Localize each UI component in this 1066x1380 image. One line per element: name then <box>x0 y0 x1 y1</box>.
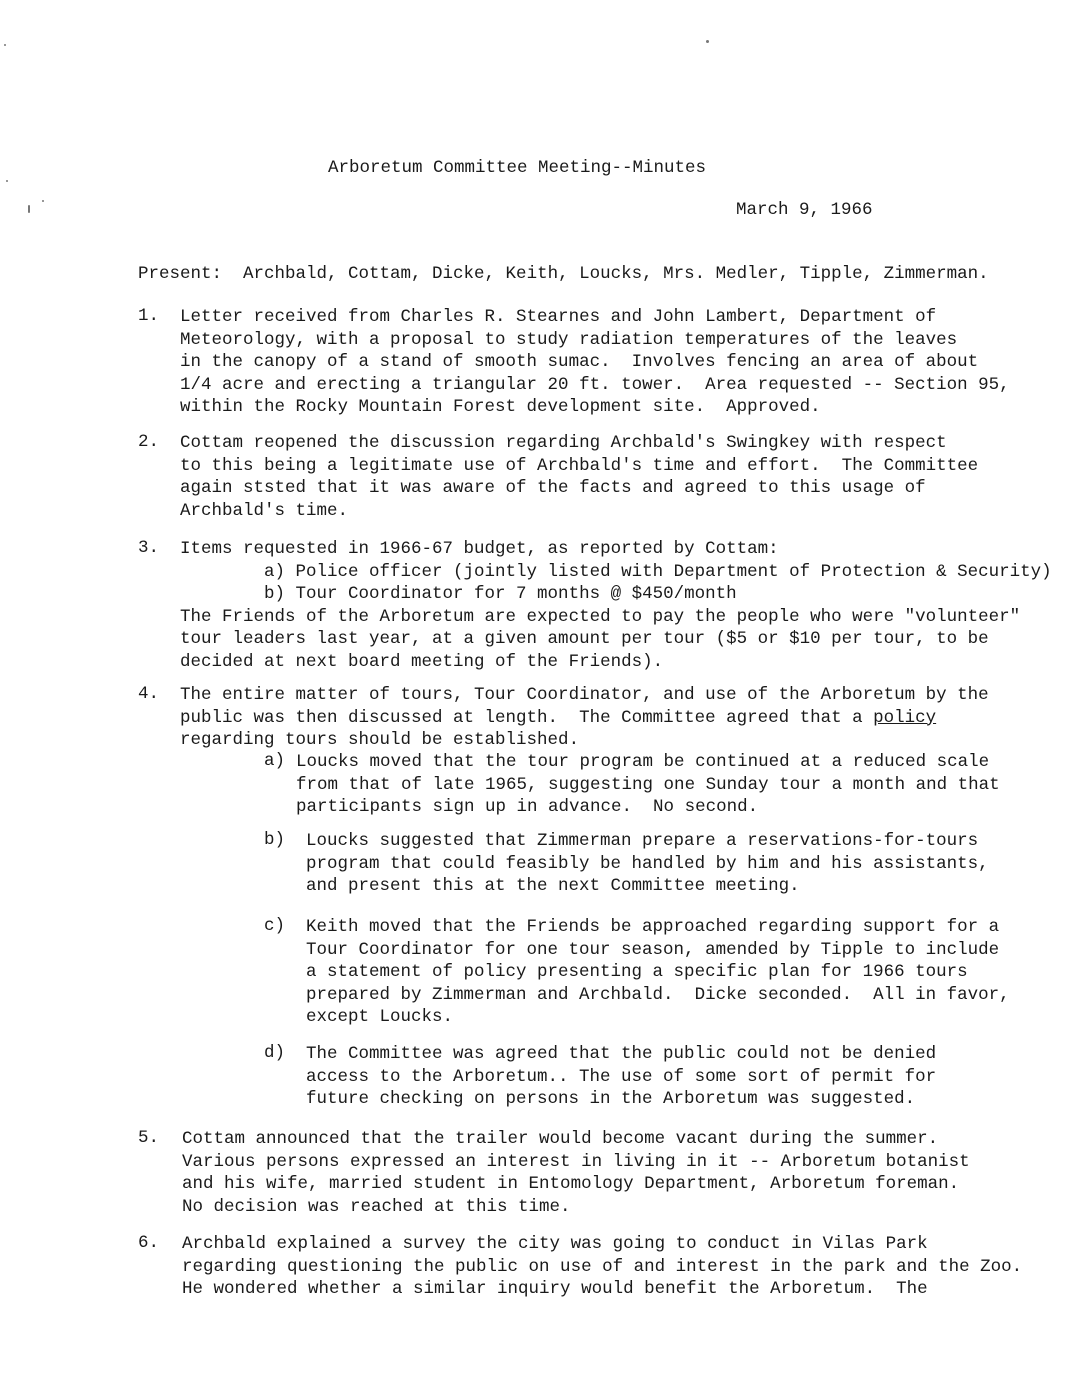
budget-line-a: a) Police officer (jointly listed with Department of Protection & Security) <box>180 561 1052 582</box>
item-line: again ststed that it was aware of the facts and agreed to this usage of <box>180 478 926 498</box>
item-line: The entire matter of tours, Tour Coordinator, and use of the Arboretum by the <box>180 685 989 705</box>
item-line: 1/4 acre and erecting a triangular 20 ft. tower. Area requested -- Section 95, <box>180 374 1010 395</box>
item-line: Archbald's time. <box>180 500 349 521</box>
item-number: 4. <box>138 684 160 704</box>
subitem-text <box>306 916 1010 1029</box>
item-line: decided at next board meeting of the Friends). <box>180 651 664 672</box>
scan-speck <box>28 205 30 213</box>
item-number: 1. <box>138 306 160 326</box>
scan-speck <box>6 180 8 182</box>
subitem-line: and present this at the next Committee meeting. <box>306 876 800 896</box>
item-number: 6. <box>138 1233 160 1253</box>
item-line: The Friends of the Arboretum are expected to pay the people who were "volunteer" <box>180 606 1021 627</box>
attendees-line: Present: Archbald, Cottam, Dicke, Keith, Loucks, Mrs. Medler, Tipple, Zimmerman. <box>138 264 989 284</box>
item-line: tour leaders last year, at a given amount per tour ($5 or $10 per tour, to be <box>180 629 989 649</box>
item-text <box>180 538 1052 673</box>
subitem-line: a statement of policy presenting a specific plan for 1966 tours <box>306 962 968 982</box>
item-text <box>180 684 989 752</box>
item-line: Various persons expressed an interest in living in it -- Arboretum botanist <box>182 1151 970 1172</box>
item-line: Letter received from Charles R. Stearnes and John Lambert, Department of <box>180 307 937 327</box>
item-line: within the Rocky Mountain Forest development site. Approved. <box>180 397 821 417</box>
subitem-label: c) <box>264 916 286 936</box>
subitem-line: Keith moved that the Friends be approached regarding support for a <box>306 917 1000 937</box>
subitem-line: prepared by Zimmerman and Archbald. Dicke seconded. All in favor, <box>306 984 1010 1005</box>
subitem-line: Loucks suggested that Zimmerman prepare a reservations-for-tours <box>306 831 979 851</box>
subitem-text <box>306 830 989 898</box>
underlined-word-policy: policy <box>873 707 937 728</box>
subitem-line: The Committee was agreed that the public could not be denied <box>306 1044 937 1064</box>
item-number: 3. <box>138 538 160 558</box>
item-line: Cottam reopened the discussion regarding Archbald's Swingkey with respect <box>180 433 947 453</box>
item-line: Items requested in 1966-67 budget, as reported by Cottam: <box>180 539 779 559</box>
item-line: regarding questioning the public on use of and interest in the park and the Zoo. <box>182 1256 1023 1277</box>
subitem-label: b) <box>264 830 286 850</box>
subitem-line: Tour Coordinator for one tour season, amended by Tipple to include <box>306 939 1000 960</box>
item-text <box>180 432 978 522</box>
subitem-line: Loucks moved that the tour program be continued at a reduced scale <box>296 752 990 772</box>
item-number: 2. <box>138 432 160 452</box>
item-number: 5. <box>138 1128 160 1148</box>
subitem-line: access to the Arboretum.. The use of some sort of permit for <box>306 1066 937 1087</box>
subitem-line: except Loucks. <box>306 1007 454 1027</box>
item-line: and his wife, married student in Entomology Department, Arboretum foreman. <box>182 1174 960 1194</box>
scan-speck <box>42 200 44 202</box>
subitem-line: program that could feasibly be handled by him and his assistants, <box>306 853 989 874</box>
item-text <box>182 1233 1022 1301</box>
item-line: in the canopy of a stand of smooth sumac. Involves fencing an area of about <box>180 352 979 372</box>
item-line: Cottam announced that the trailer would become vacant during the summer. <box>182 1129 939 1149</box>
subitem-label: a) <box>264 751 286 771</box>
item-line <box>180 707 989 730</box>
item-text <box>180 306 1010 419</box>
budget-line-b: b) Tour Coordinator for 7 months @ $450/month <box>180 584 737 604</box>
item-line: No decision was reached at this time. <box>182 1196 571 1217</box>
subitem-label: d) <box>264 1043 286 1063</box>
scan-speck <box>4 44 6 46</box>
item-line: Archbald explained a survey the city was going to conduct in Vilas Park <box>182 1234 928 1254</box>
document-title: Arboretum Committee Meeting--Minutes <box>328 158 707 178</box>
scan-speck <box>706 40 709 43</box>
subitem-text <box>296 751 1000 819</box>
item-line: to this being a legitimate use of Archbald's time and effort. The Committee <box>180 455 979 476</box>
item-text <box>182 1128 970 1218</box>
subitem-line: from that of late 1965, suggesting one Sunday tour a month and that <box>296 774 1000 795</box>
item-line: He wondered whether a similar inquiry would benefit the Arboretum. The <box>182 1279 928 1299</box>
subitem-line: participants sign up in advance. No second. <box>296 797 759 817</box>
item-line-text: public was then discussed at length. The Committee agreed that a <box>180 707 874 728</box>
item-line: Meteorology, with a proposal to study radiation temperatures of the leaves <box>180 329 958 350</box>
meeting-date: March 9, 1966 <box>736 200 873 220</box>
item-line: regarding tours should be established. <box>180 730 580 750</box>
subitem-line: future checking on persons in the Arboretum was suggested. <box>306 1089 916 1109</box>
subitem-text <box>306 1043 936 1111</box>
